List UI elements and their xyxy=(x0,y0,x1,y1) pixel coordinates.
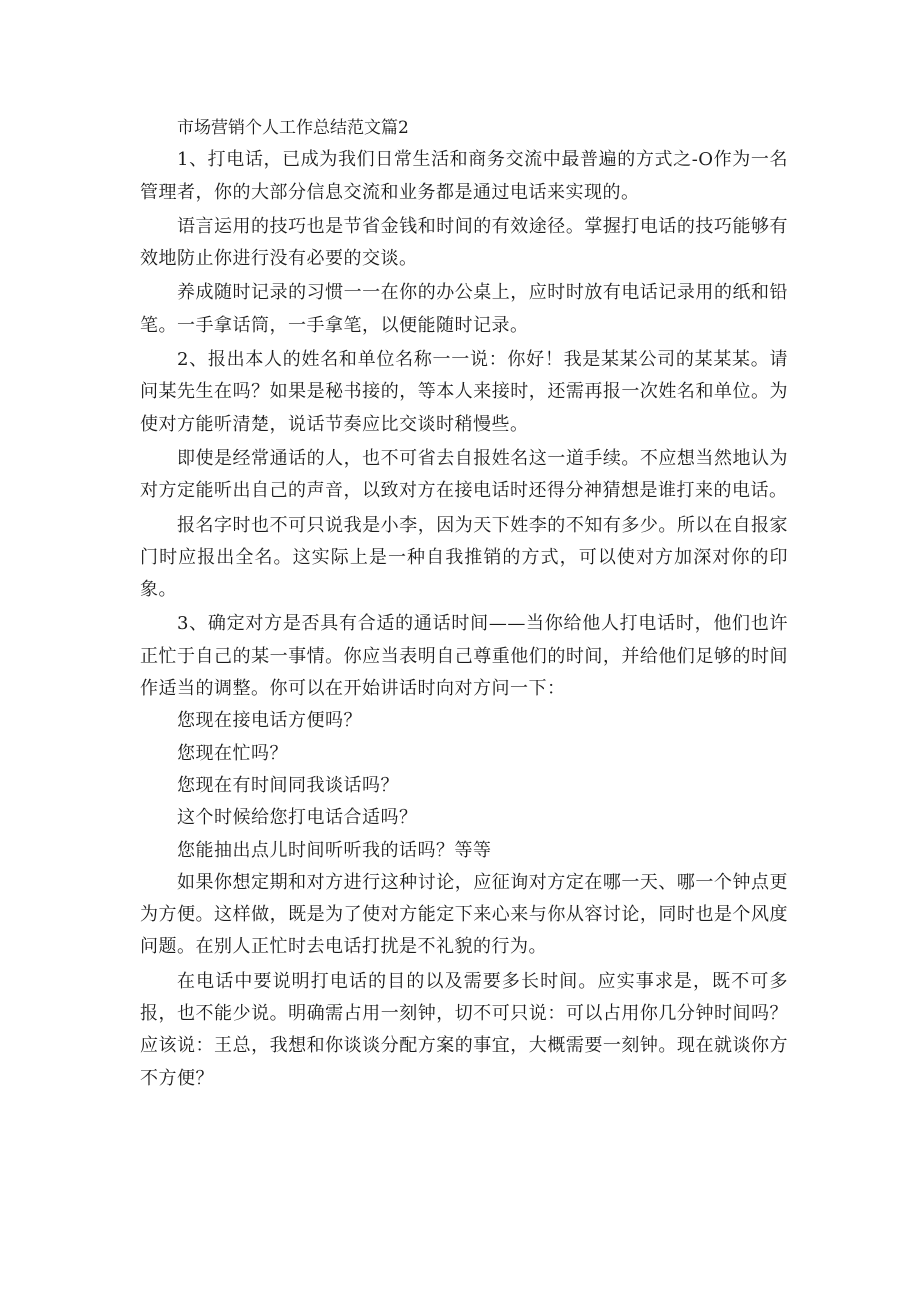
question-5: 您能抽出点儿时间听听我的话吗？等等 xyxy=(177,839,492,861)
question-2: 您现在忙吗？ xyxy=(177,742,288,764)
paragraph-2: 语言运用的技巧也是节省金钱和时间的有效途径。掌握打电话的技巧能够有效地防止你进行没有必要的交谈。 xyxy=(140,215,788,270)
paragraph-4: 2、报出本人的姓名和单位名称一一说：你好！我是某某公司的某某某。请问某先生在吗？如果是秘书接的，等本人来接时，还需再报一次姓名和单位。为使对方能听清楚，说话节奏应比交谈时稍慢些。 xyxy=(140,349,788,435)
document-page xyxy=(140,112,788,1095)
paragraph-8: 如果你想定期和对方进行这种讨论，应征询对方定在哪一天、哪一个钟点更为方便。这样做，既是为了使对方能定下来心来与你从容讨论，同时也是个风度问题。在别人正忙时去电话打扰是不礼貌的行为。 xyxy=(140,871,788,958)
document-title: 市场营销个人工作总结范文篇2 xyxy=(177,118,409,138)
paragraph-9: 在电话中要说明打电话的目的以及需要多长时间。应实事求是，既不可多报，也不能少说。明确需占用一刻钟，切不可只说：可以占用你几分钟时间吗？应该说：王总，我想和你谈谈分配方案的事宜，大概需要一刻钟。现在就谈你方不方便？ xyxy=(140,970,788,1089)
paragraph-1: 1、打电话，已成为我们日常生活和商务交流中最普遍的方式之-O作为一名管理者，你的大部分信息交流和业务都是通过电话来实现的。 xyxy=(140,149,788,203)
question-4: 这个时候给您打电话合适吗？ xyxy=(177,807,418,829)
paragraph-6: 报名字时也不可只说我是小李，因为天下姓李的不知有多少。所以在自报家门时应报出全名。这实际上是一种自我推销的方式，可以使对方加深对你的印象。 xyxy=(140,514,788,601)
paragraph-5: 即使是经常通话的人，也不可省去自报姓名这一道手续。不应想当然地认为对方定能听出自己的声音，以致对方在接电话时还得分神猜想是谁打来的电话。 xyxy=(140,447,788,502)
question-1: 您现在接电话方便吗？ xyxy=(177,710,362,732)
paragraph-3: 养成随时记录的习惯一一在你的办公桌上，应时时放有电话记录用的纸和铅笔。一手拿话筒，一手拿笔，以便能随时记录。 xyxy=(140,282,788,336)
question-3: 您现在有时间同我谈话吗？ xyxy=(177,774,399,796)
paragraph-7: 3、确定对方是否具有合适的通话时间——当你给他人打电话时，他们也许正忙于自己的某一事情。你应当表明自己尊重他们的时间，并给他们足够的时间作适当的调整。你可以在开始讲话时向对方问一下： xyxy=(140,613,788,700)
